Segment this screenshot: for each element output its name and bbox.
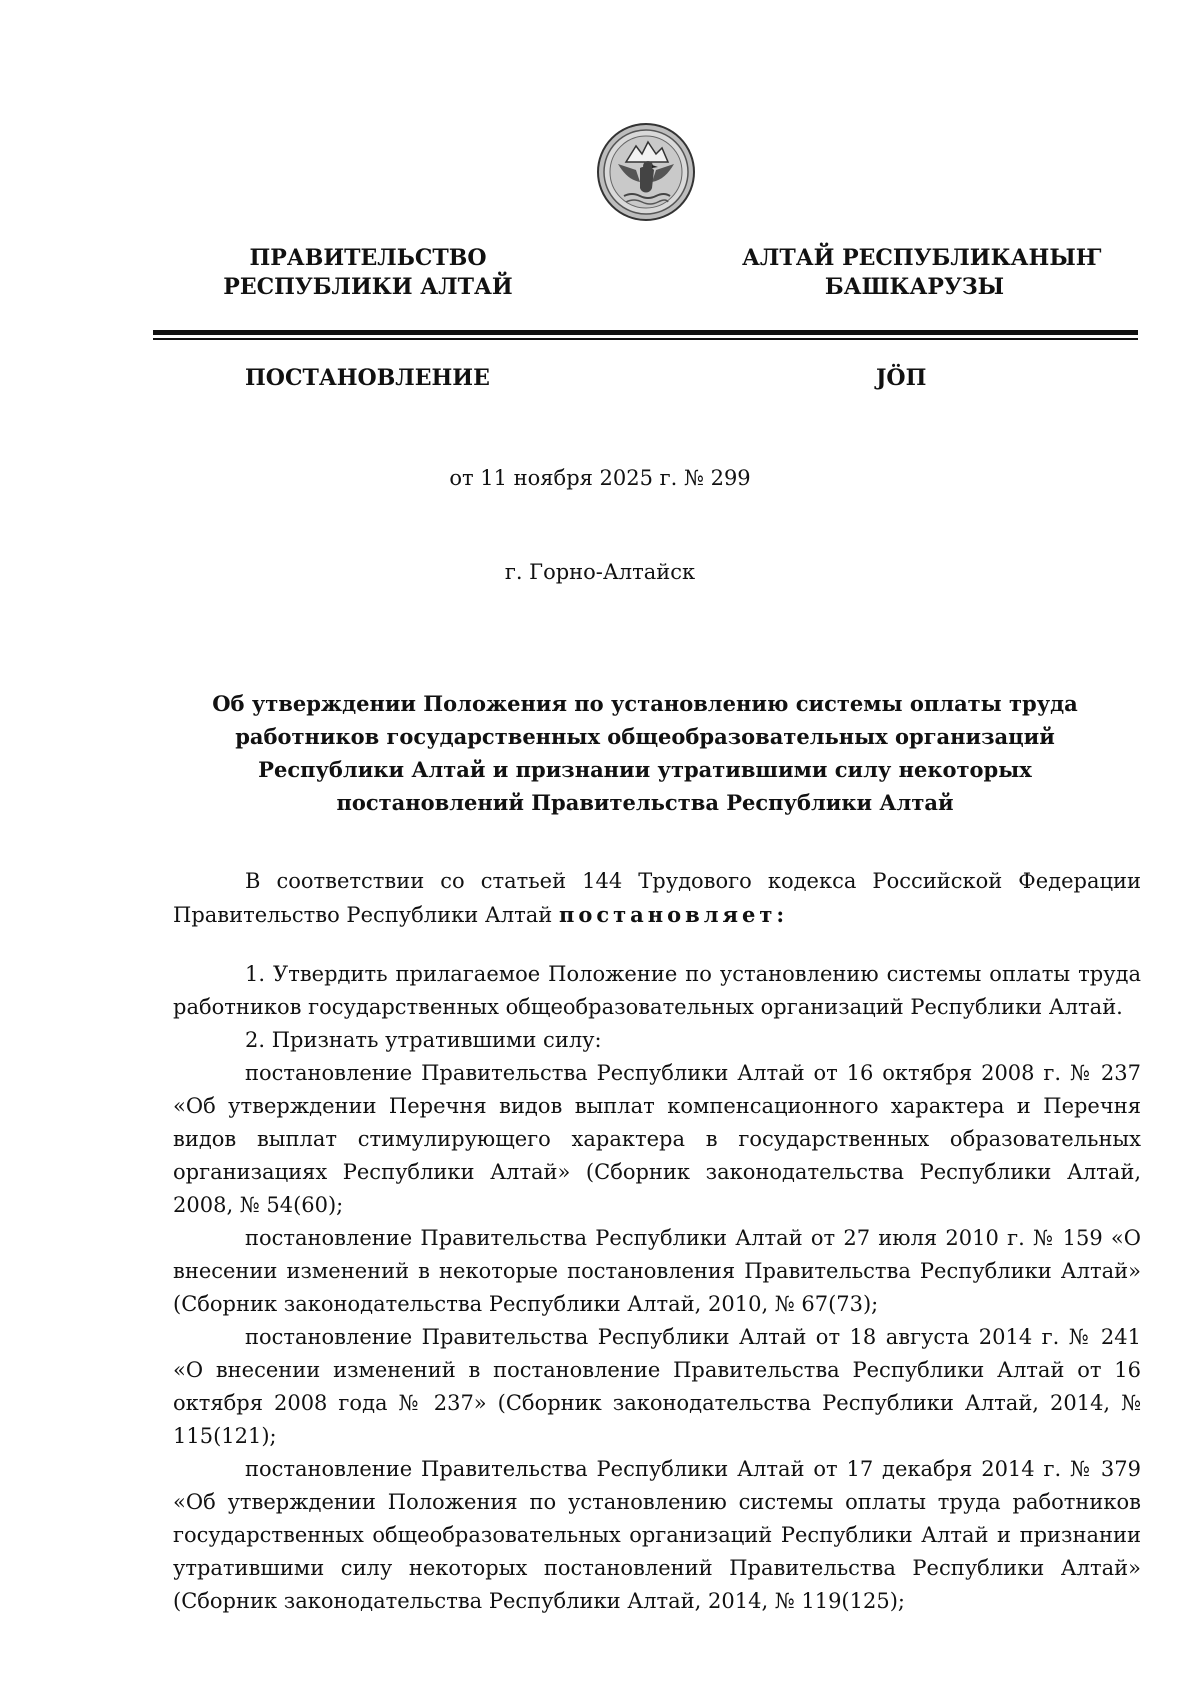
preamble-text: В соответствии со статьей 144 Трудового кодекса Российской Федерации Правительство Республики Алтай <box>173 869 1141 927</box>
repealed-act-1: постановление Правительства Республики Алтай от 16 октября 2008 г. № 237 «Об утверждении Перечня видов выплат компенсационного характера и Перечня видов выплат стимулирующего характера в государственных образовательных организациях Республики Алтай» (Сборник законодательства Республики Алтай, 2008, № 54(60); <box>173 1061 1141 1217</box>
header-left-line2: РЕСПУБЛИКИ АЛТАЙ <box>223 274 513 300</box>
preamble-paragraph <box>173 865 1141 932</box>
doc-type-russian: ПОСТАНОВЛЕНИЕ <box>245 365 490 391</box>
city-line: г. Горно-Алтайск <box>504 560 696 584</box>
item-2-paragraph: 2. Признать утратившими силу: <box>245 1028 602 1052</box>
repealed-act-3: постановление Правительства Республики Алтай от 18 августа 2014 г. № 241 «О внесении изменений в постановление Правительства Республики Алтай от 16 октября 2008 года № 237» (Сборник законодательства Республики Алтай, 2014, № 115(121); <box>173 1325 1141 1448</box>
title-line1: Об утверждении Положения по установлению системы оплаты труда <box>212 691 1078 716</box>
decree-word: постановляет: <box>558 902 789 927</box>
header-right-line1: АЛТАЙ РЕСПУБЛИКАНЫҤ <box>742 245 1102 271</box>
header-org-russian <box>218 244 518 302</box>
header-right-line2: БАШКАРУЗЫ <box>824 274 1005 300</box>
header-divider-thick <box>153 330 1138 335</box>
title-line4: постановлений Правительства Республики Алтай <box>336 790 954 815</box>
repealed-act-2: постановление Правительства Республики Алтай от 27 июля 2010 г. № 159 «О внесении изменений в некоторые постановления Правительства Республики Алтай» (Сборник законодательства Республики Алтай, 2010, № 67(73); <box>173 1226 1141 1316</box>
header-divider-thin <box>153 338 1138 340</box>
document-title <box>150 687 1140 819</box>
repealed-act-4: постановление Правительства Республики Алтай от 17 декабря 2014 г. № 379 «Об утверждении Положения по установлению системы оплаты труда работников государственных общеобразовательных организаций Республики Алтай и признании утратившими силу некоторых постановлений Правительства Республики Алтай» (Сборник законодательства Республики Алтай, 2014, № 119(125); <box>173 1457 1141 1613</box>
header-left-line1: ПРАВИТЕЛЬСТВО <box>249 245 487 271</box>
date-number-line: от 11 ноября 2025 г. № 299 <box>449 466 751 490</box>
doc-type-altai: JӦП <box>876 365 927 391</box>
republic-altai-coat-of-arms-icon <box>596 122 696 222</box>
document-body <box>173 865 1141 1618</box>
item-1-paragraph: 1. Утвердить прилагаемое Положение по установлению системы оплаты труда работников государственных общеобразовательных организаций Республики Алтай. <box>173 962 1141 1019</box>
title-line2: работников государственных общеобразовательных организаций <box>235 724 1055 749</box>
title-line3: Республики Алтай и признании утратившими силу некоторых <box>258 757 1032 782</box>
header-org-altai <box>742 244 1102 302</box>
